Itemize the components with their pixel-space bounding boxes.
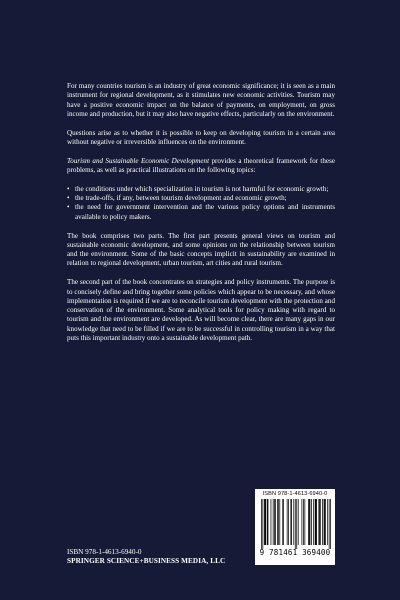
barcode-bar	[324, 499, 325, 545]
barcode-label	[255, 489, 335, 565]
bullet-icon: •	[67, 184, 70, 193]
barcode-bar	[304, 499, 305, 545]
barcode-bar	[315, 499, 316, 545]
barcode-bar	[274, 499, 275, 545]
barcode-bar	[283, 499, 284, 545]
barcode-bar	[310, 499, 311, 545]
barcode-isbn-text: ISBN 978-1-4613-6940-0	[262, 491, 328, 497]
barcode-bar	[264, 499, 265, 545]
barcode-bar	[287, 499, 288, 545]
barcode-bar	[293, 499, 294, 545]
topic-text: the trade-offs, if any, between tourism development and economic growth;	[75, 194, 287, 203]
barcode-bar	[322, 499, 323, 545]
topic-item	[67, 185, 335, 194]
barcode-bar	[265, 499, 266, 545]
book-title-italic: Tourism and Sustainable Economic Development	[67, 156, 210, 165]
barcode-icon	[261, 499, 331, 549]
barcode-bar	[311, 499, 312, 545]
topic-item	[67, 194, 335, 203]
barcode-bar	[302, 499, 303, 545]
barcode-bar	[319, 499, 320, 545]
barcode-bar	[275, 499, 276, 545]
barcode-bar	[268, 499, 269, 545]
barcode-bar	[329, 499, 330, 549]
barcode-bar	[330, 499, 331, 549]
barcode-bar	[279, 499, 280, 545]
paragraph-framework	[67, 157, 335, 176]
barcode-bar	[295, 499, 296, 549]
barcode-bar	[277, 499, 278, 545]
barcode-bar	[261, 499, 262, 549]
bullet-icon: •	[67, 194, 70, 203]
barcode-bar	[308, 499, 309, 545]
barcode-bar	[282, 499, 283, 545]
barcode-bar	[327, 499, 328, 545]
bullet-icon: •	[67, 203, 70, 212]
barcode-bar	[291, 499, 292, 545]
barcode-bar	[290, 499, 291, 545]
barcode-digits: 9 781461 369400	[259, 548, 331, 557]
publisher-name: SPRINGER SCIENCE+BUSINESS MEDIA, LLC	[67, 557, 226, 565]
topic-text: the need for government intervention and the various policy options and instruments available to policy makers.	[75, 203, 335, 221]
barcode-bar	[325, 499, 326, 545]
topic-item	[67, 203, 335, 222]
barcode-bar	[309, 499, 310, 545]
paragraph-intro: For many countries tourism is an industry of great economic significance; it is seen as a main instrument for regional development, as it stimulates new economic activities. Tourism may have a positive economic impact on the balance of payments, on employment, on gross income and production, but it may also have negative effects, particularly on the environment.	[67, 82, 335, 118]
paragraph-part-one: The book comprises two parts. The first part presents general views on tourism and sustainable economic development, and some opinions on the relationship between tourism and the environment. Some of the basic concepts implicit in sustainability are examined in relation to regional development, urban tourism, art cities and rural tourism.	[67, 231, 335, 268]
barcode-bar	[316, 499, 317, 545]
barcode-bar	[278, 499, 279, 545]
barcode-bar	[298, 499, 299, 545]
topic-text: the conditions under which specialization in tourism is not harmful for economic growth;	[75, 184, 329, 193]
barcode-bar	[267, 499, 268, 545]
barcode-bar	[316, 499, 317, 545]
barcode-bar	[324, 499, 325, 545]
barcode-bar	[303, 499, 304, 545]
paragraph-questions: Questions arise as to whether it is possible to keep on developing tourism in a certain area without negative or irreversible influences on the environment.	[67, 128, 335, 146]
barcode-bar	[288, 499, 289, 545]
barcode-bar	[318, 499, 319, 545]
barcode-bar	[320, 499, 321, 545]
barcode-bar	[296, 499, 297, 549]
description-text	[67, 82, 335, 353]
barcode-bar	[271, 499, 272, 545]
isbn-text: ISBN 978-1-4613-6940-0	[67, 548, 142, 556]
barcode-bar	[273, 499, 274, 545]
barcode-bar	[313, 499, 314, 545]
paragraph-part-two: The second part of the book concentrates on strategies and policy instruments. The purpose is to concisely define and bring together some policies which appear to be necessary, and whose implementation is required if we are to reconcile tourism development with the protection and conservation of the environment. Some analytical tools for policy making with regard to tourism and the environment are developed. As will become clear, there are many gaps in our knowledge that need to be filled if we are to be successful in controlling tourism in a way that puts this important industry onto a sustainable development path.	[67, 278, 335, 343]
topics-list	[67, 185, 335, 222]
barcode-bar	[262, 499, 263, 549]
barcode-bar	[265, 499, 266, 545]
paragraph-framework-rest: provides a theoretical framework for these problems, as well as practical illustrations on the following topics:	[67, 156, 335, 175]
